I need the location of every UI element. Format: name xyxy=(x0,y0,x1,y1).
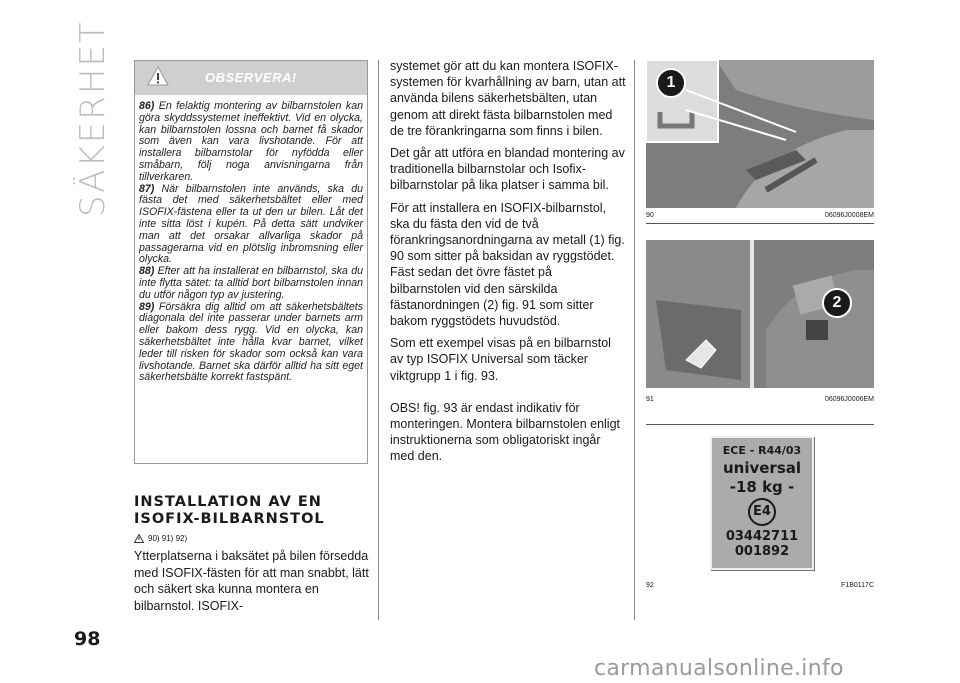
figure-number: 92 xyxy=(646,582,654,589)
body-paragraph: För att installera en ISOFIX-bilbarnstol, ska du fästa den vid de två förankringsanordningarna av metall (1) fig. 90 som sitter på baksidan av ryggstödet. Fäst sedan det övre fästet på bilbarnstolen vid den särskilda fästanordningen (2) fig. 91 som sitter bakom ryggstödets huvudstöd. xyxy=(390,200,625,329)
warning-item xyxy=(139,101,363,184)
warning-item-number: 88) xyxy=(139,265,155,278)
figure-91-image xyxy=(646,240,874,388)
page-number: 98 xyxy=(74,628,101,650)
intro-paragraph: Ytterplatserna i baksätet på bilen försedda med ISOFIX-fästen för att man snabbt, lätt och säkert ska kunna montera en bilbarnstol. ISOFIX- xyxy=(134,549,369,613)
section-title xyxy=(134,494,374,528)
figure-caption xyxy=(646,212,874,219)
watermark: carmanualsonline.info xyxy=(594,656,844,681)
ece-weight-group: -18 kg - xyxy=(729,478,795,496)
ece-category: universal xyxy=(722,459,802,477)
figure-rule xyxy=(646,424,874,425)
figure-code: F1B0117C xyxy=(841,582,874,589)
body-column xyxy=(390,58,626,471)
body-paragraph: systemet gör att du kan montera ISOFIX-systemen för kvarhållning av barn, utan att använda bilens säkerhetsbälten, utan genom att direkt fästa bilbarnstolen med de tre förankringarna som finns i bilen. xyxy=(390,59,626,138)
figure-code: 06096J0006EM xyxy=(824,396,874,403)
chapter-title-text: SÄKERHET xyxy=(73,20,113,217)
warning-item-text: Försäkra dig alltid om att säkerhetsbältets diagonala del inte passerar under barnets arm eller bakom dess rygg. Vid en olycka, kan säkerhetsbältet inte hålla kvar barnet, vilket leder till risken för skador som också kan vara livshotande. Barnet ska därför alltid ha sitt eget säkerhetsbälte korrekt fastspänt. xyxy=(139,300,363,384)
body-paragraph: Det går att utföra en blandad montering av traditionella bilbarnstolar och Isofix-bilbarnstolar på lika platser i samma bil. xyxy=(390,146,625,193)
ece-approval-label xyxy=(710,436,814,570)
figure-code: 06096J0008EM xyxy=(824,212,874,219)
ece-regulation: ECE - R44/03 xyxy=(722,444,802,457)
warning-triangle-icon xyxy=(147,65,169,87)
column-divider xyxy=(378,60,379,620)
figure-rule xyxy=(646,223,874,224)
ece-serial-number: 001892 xyxy=(734,544,790,559)
warning-triangle-icon xyxy=(134,534,144,543)
warning-box xyxy=(134,60,368,464)
warning-item-number: 89) xyxy=(139,300,155,313)
warning-item-text: När bilbarnstolen inte används, ska du fästa det med säkerhetsbältet eller med ISOFIX-fästena eller ta ut den ur bilen. Låt det inte sitta löst i kupén. På detta sätt undviker man att det orsakar allvarliga skador på passagerarna vid en plötslig inbromsning eller olycka. xyxy=(139,182,363,266)
figure-number: 90 xyxy=(646,212,654,219)
warning-item-number: 86) xyxy=(139,100,155,112)
warning-body xyxy=(135,95,367,384)
warning-item xyxy=(139,302,363,385)
warning-header xyxy=(135,61,367,95)
warning-item-number: 87) xyxy=(139,182,155,195)
e-mark-icon: E4 xyxy=(748,498,776,526)
warning-item-text: Efter att ha installerat en bilbarnstol, ska du inte flytta sätet: ta alltid bort bilbarnstolen innan du utför någon typ av justering. xyxy=(139,265,363,301)
column-divider xyxy=(634,60,635,620)
reference-numbers: 90) 91) 92) xyxy=(148,534,188,543)
callout-badge: 1 xyxy=(656,68,686,98)
section-title-line: ISOFIX-BILBARNSTOL xyxy=(134,511,325,527)
figure-number: 91 xyxy=(646,396,654,403)
warning-item-text: En felaktig montering av bilbarnstolen kan göra skyddssystemet ineffektivt. Vid en olycka, kan bilbarnstolen lossna och barnet få skador som även kan vara livshotande. För att installera bilbarnstolar för nyfödda eller småbarn, följ noga anvisningarna från tillverkaren. xyxy=(139,100,363,183)
warning-item xyxy=(139,266,363,301)
warning-heading: OBSERVERA! xyxy=(205,70,297,85)
figure-90-image xyxy=(646,60,874,208)
figure-caption xyxy=(646,396,874,403)
callout-badge: 2 xyxy=(822,288,852,318)
warning-item xyxy=(139,184,363,267)
chapter-side-title xyxy=(72,20,113,217)
warning-references xyxy=(134,534,187,543)
body-paragraph: Som ett exempel visas på en bilbarnstol av typ ISOFIX Universal som täcker viktgrupp 1 i fig. 93. xyxy=(390,336,611,383)
body-paragraph: OBS! fig. 93 är endast indikativ för monteringen. Montera bilbarnstolen enligt instruktionerna som obligatoriskt ingår med den. xyxy=(390,400,620,464)
section-title-line: INSTALLATION AV EN xyxy=(134,494,322,510)
figure-caption xyxy=(646,582,874,589)
ece-approval-number: 03442711 xyxy=(725,529,799,544)
